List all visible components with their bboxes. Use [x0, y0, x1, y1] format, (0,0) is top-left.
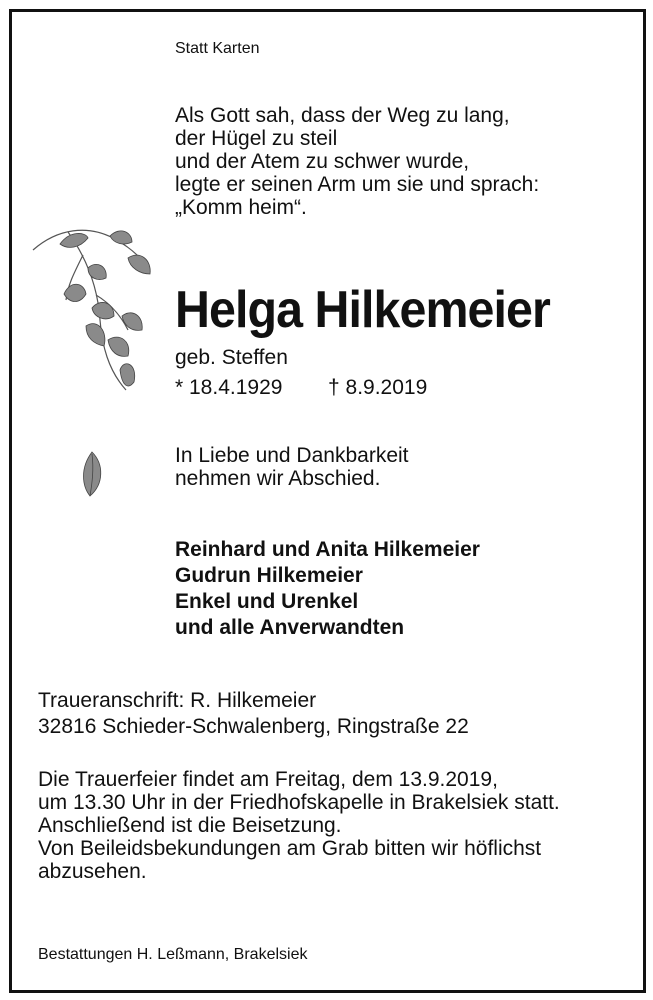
poem-line: und der Atem zu schwer wurde,	[175, 150, 470, 173]
mourner-line: und alle Anverwandten	[175, 616, 405, 639]
mourner-line: Enkel und Urenkel	[175, 590, 359, 613]
falling-leaf-illustration	[78, 450, 108, 500]
poem-line: Als Gott sah, dass der Weg zu lang,	[175, 104, 510, 127]
mourner-line: Reinhard und Anita Hilkemeier	[175, 538, 480, 561]
poem-line: legte er seinen Arm um sie und sprach:	[175, 173, 540, 196]
undertaker-credit: Bestattungen H. Leßmann, Brakelsiek	[38, 946, 308, 963]
address-line: 32816 Schieder-Schwalenberg, Ringstraße 22	[38, 715, 469, 738]
leaf-branch-illustration	[28, 220, 158, 405]
mourners-list	[175, 537, 480, 641]
farewell-line: nehmen wir Abschied.	[175, 467, 381, 490]
mourner-line: Gudrun Hilkemeier	[175, 564, 363, 587]
farewell-line: In Liebe und Dankbarkeit	[175, 444, 409, 467]
service-line: um 13.30 Uhr in der Friedhofskapelle in Brakelsiek statt.	[38, 791, 560, 814]
service-line: Anschließend ist die Beisetzung.	[38, 814, 342, 837]
mourning-address	[38, 688, 469, 740]
birth-name: geb. Steffen	[175, 346, 288, 369]
poem-line: „Komm heim“.	[175, 196, 307, 219]
service-line: Die Trauerfeier findet am Freitag, dem 13.9.2019,	[38, 768, 498, 791]
birth-date: * 18.4.1929	[175, 376, 283, 399]
poem	[175, 104, 539, 219]
deceased-name: Helga Hilkemeier	[175, 281, 550, 339]
farewell-text	[175, 444, 409, 490]
service-info	[38, 768, 560, 883]
service-line: abzusehen.	[38, 860, 147, 883]
poem-line: der Hügel zu steil	[175, 127, 338, 150]
service-line: Von Beileidsbekundungen am Grab bitten wir höflichst	[38, 837, 542, 860]
address-line: Traueranschrift: R. Hilkemeier	[38, 689, 317, 712]
header-label: Statt Karten	[175, 40, 260, 57]
death-date: † 8.9.2019	[328, 376, 428, 399]
